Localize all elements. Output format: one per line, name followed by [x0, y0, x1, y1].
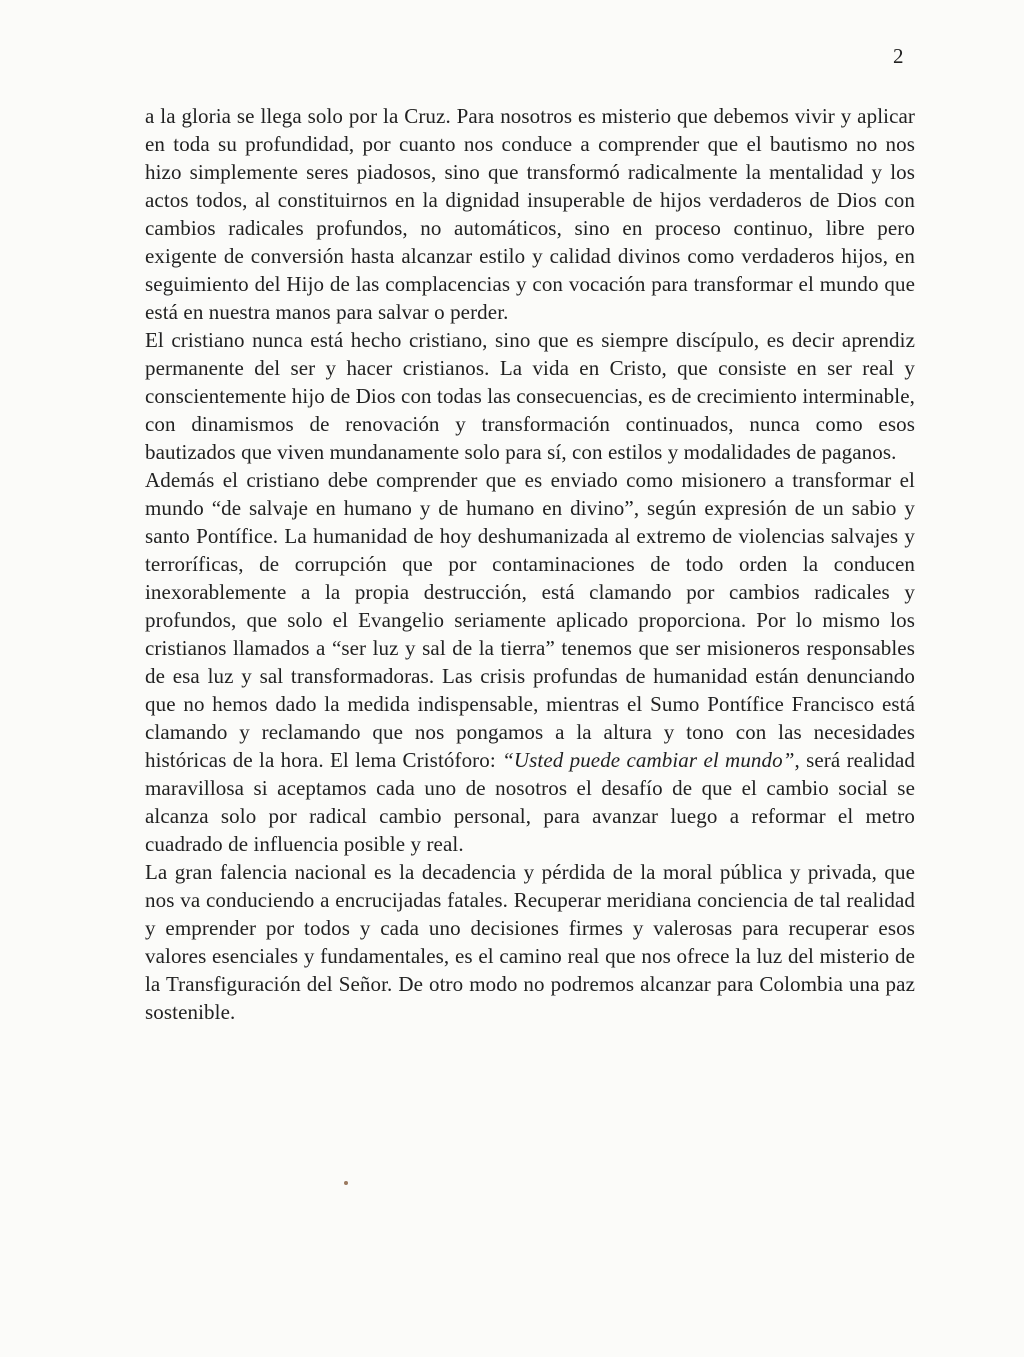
- paragraph-missionary-text-continued: , será realidad maravillosa si aceptamos cada uno de nosotros el desafío de que el cambio social se alcanza solo por radical cambio personal, para avanzar luego a reformar el metro cuadrado de influencia posible y real.: [145, 748, 915, 856]
- paragraph-baptism-mystery: a la gloria se llega solo por la Cruz. Para nosotros es misterio que debemos vivir y aplicar en toda su profundidad, por cuanto nos conduce a comprender que el bautismo no nos hizo simplemente seres piadosos, sino que transformó radicalmente la mentalidad y los actos todos, al constituirnos en la dignidad insuperable de hijos verdaderos de Dios con cambios radicales profundos, no automáticos, sino en proceso continuo, libre pero exigente de conversión hasta alcanzar estilo y calidad divinos como verdaderos hijos, en seguimiento del Hijo de las complacencias y con vocación para transformar el mundo que está en nuestra manos para salvar o perder.: [145, 104, 915, 324]
- paragraph-christian-disciple: El cristiano nunca está hecho cristiano, sino que es siempre discípulo, es decir aprendiz permanente del ser y hacer cristianos. La vida en Cristo, que consiste en ser real y conscientemente hijo de Dios con todas las consecuencias, es de crecimiento interminable, con dinamismos de renovación y transformación continuados, nunca como esos bautizados que viven mundanamente solo para sí, con estilos y modalidades de paganos.: [145, 328, 915, 464]
- paragraph-national-failing: La gran falencia nacional es la decadencia y pérdida de la moral pública y privada, que nos va conduciendo a encrucijadas fatales. Recuperar meridiana conciencia de tal realidad y emprender por todos y cada uno decisiones firmes y valerosas para recuperar esos valores esenciales y fundamentales, es el camino real que nos ofrece la luz del misterio de la Transfiguración del Señor. De otro modo no podremos alcanzar para Colombia una paz sostenible.: [145, 860, 915, 1024]
- scan-speck: [344, 1181, 348, 1185]
- paragraph-missionary-text: Además el cristiano debe comprender que es enviado como misionero a transformar el mundo “de salvaje en humano y de humano en divino”, según expresión de un sabio y santo Pontífice. La humanidad de hoy deshumanizada al extremo de violencias salvajes y terroríficas, de corrupción que por contaminaciones de todo orden la conducen inexorablemente a la propia destrucción, está clamando por cambios radicales y profundos, que solo el Evangelio seriamente aplicado proporciona. Por lo mismo los cristianos llamados a “ser luz y sal de la tierra” tenemos que ser misioneros responsables de esa luz y sal transformadoras. Las crisis profundas de humanidad están denunciando que no hemos dado la medida indispensable, mientras el Sumo Pontífice Francisco está clamando y reclamando que nos pongamos a la altura y tono con las necesidades históricas de la hora. El lema Cristóforo:: [145, 468, 915, 772]
- page-number: 2: [893, 44, 904, 68]
- paragraph-missionary: [145, 466, 915, 858]
- text-block: [145, 102, 915, 1026]
- lema-cristoforo-italic: “Usted puede cambiar el mundo”: [502, 748, 795, 772]
